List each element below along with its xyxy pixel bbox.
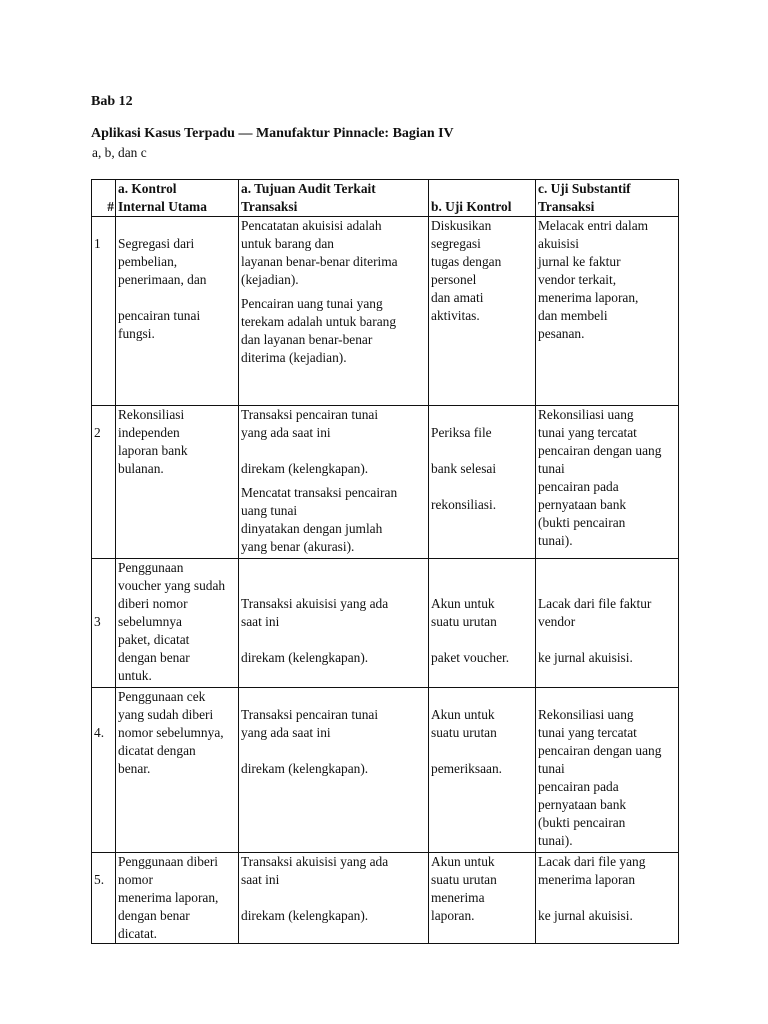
cell-text: dengan benar [118, 650, 190, 665]
cell-text: pernyataan bank [538, 797, 627, 812]
objective-cell [239, 853, 429, 944]
cell-text: pencairan dengan uang [538, 443, 662, 458]
cell-text: suatu urutan [431, 872, 497, 887]
cell-text: diberi nomor [118, 596, 188, 611]
cell-text: Akun untuk [431, 707, 495, 722]
chapter-heading: Bab 12 [91, 94, 133, 109]
cell-text: yang ada saat ini [241, 725, 331, 740]
cell-text: dan membeli [538, 308, 608, 323]
objective-cell [239, 559, 429, 688]
cell-text: segregasi [431, 236, 481, 251]
row-number: 1 [94, 236, 101, 251]
cell-text: menerima laporan [538, 872, 636, 887]
cell-text: pencairan tunai [118, 308, 201, 323]
control-cell [116, 217, 239, 406]
cell-text: pencairan dengan uang [538, 743, 662, 758]
control-cell [116, 853, 239, 944]
cell-text: (bukti pencairan [538, 515, 626, 530]
cell-text: dicatat. [118, 926, 158, 941]
table-row [92, 559, 679, 688]
table-header-row [92, 180, 679, 217]
cell-text: suatu urutan [431, 614, 497, 629]
cell-text: Penggunaan diberi [118, 854, 219, 869]
substantive-cell [536, 559, 679, 688]
cell-text: laporan. [431, 908, 475, 923]
objective-cell [239, 217, 429, 406]
cell-text: Pencatatan akuisisi adalah [241, 218, 382, 233]
cell-text: (bukti pencairan [538, 815, 626, 830]
header-number: # [92, 180, 116, 217]
cell-text: Transaksi akuisisi yang ada [241, 854, 389, 869]
cell-text: pernyataan bank [538, 497, 627, 512]
header-text: a. Tujuan Audit Terkait [241, 181, 376, 196]
table-row [92, 853, 679, 944]
cell-text: Rekonsiliasi uang [538, 407, 634, 422]
cell-text: penerimaan, dan [118, 272, 207, 287]
cell-text: paket, dicatat [118, 632, 190, 647]
cell-text: direkam (kelengkapan). [241, 761, 369, 776]
document-title: Aplikasi Kasus Terpadu — Manufaktur Pinnacle: Bagian IV [91, 126, 454, 141]
row-number-cell [92, 853, 116, 944]
control-cell [116, 406, 239, 559]
cell-text: Transaksi pencairan tunai [241, 407, 379, 422]
header-text: Transaksi [241, 199, 298, 214]
cell-text: vendor terkait, [538, 272, 617, 287]
test-cell [429, 217, 536, 406]
cell-text: tunai). [538, 533, 573, 548]
row-number: 4. [94, 725, 105, 740]
cell-text: saat ini [241, 872, 280, 887]
objective-cell [239, 406, 429, 559]
header-text: c. Uji Substantif [538, 181, 631, 196]
cell-text: yang benar (akurasi). [241, 539, 355, 554]
cell-text: yang sudah diberi [118, 707, 214, 722]
cell-text: akuisisi [538, 236, 579, 251]
test-cell [429, 559, 536, 688]
control-cell [116, 559, 239, 688]
cell-text: dinyatakan dengan jumlah [241, 521, 383, 536]
cell-text: Pencairan uang tunai yang [241, 296, 383, 311]
cell-text: untuk barang dan [241, 236, 334, 251]
substantive-cell [536, 688, 679, 853]
cell-text: pemeriksaan. [431, 761, 503, 776]
cell-text: Segregasi dari [118, 236, 195, 251]
cell-text: bulanan. [118, 461, 164, 476]
cell-text: saat ini [241, 614, 280, 629]
substantive-cell [536, 406, 679, 559]
row-number-cell [92, 688, 116, 853]
cell-text: Diskusikan [431, 218, 492, 233]
cell-text: ke jurnal akuisisi. [538, 908, 633, 923]
cell-text: dengan benar [118, 908, 190, 923]
row-number-cell [92, 217, 116, 406]
cell-text: tunai yang tercatat [538, 725, 637, 740]
row-number: 3 [94, 614, 101, 629]
cell-text: Akun untuk [431, 596, 495, 611]
test-cell [429, 406, 536, 559]
row-number: 5. [94, 872, 105, 887]
header-text: a. Kontrol [118, 181, 177, 196]
cell-text: Melacak entri dalam [538, 218, 649, 233]
cell-text: jurnal ke faktur [538, 254, 621, 269]
row-number-cell [92, 406, 116, 559]
cell-text: Penggunaan cek [118, 689, 206, 704]
cell-text: pencairan pada [538, 779, 619, 794]
cell-text: tugas dengan [431, 254, 502, 269]
cell-text: uang tunai [241, 503, 298, 518]
cell-text: aktivitas. [431, 308, 480, 323]
document-subtitle: a, b, dan c [92, 145, 147, 160]
header-substantive-test [536, 180, 679, 217]
cell-text: pesanan. [538, 326, 585, 341]
table-row [92, 217, 679, 406]
cell-text: menerima laporan, [538, 290, 639, 305]
cell-text: tunai [538, 461, 565, 476]
cell-text: Penggunaan [118, 560, 184, 575]
row-number-cell [92, 559, 116, 688]
cell-text: Rekonsiliasi [118, 407, 185, 422]
cell-text: dan amati [431, 290, 484, 305]
cell-text: menerima laporan, [118, 890, 219, 905]
cell-text: ke jurnal akuisisi. [538, 650, 633, 665]
cell-text: Periksa file [431, 425, 492, 440]
header-text: b. Uji Kontrol [431, 199, 512, 214]
table-row [92, 688, 679, 853]
cell-text: (kejadian). [241, 272, 299, 287]
cell-text: voucher yang sudah [118, 578, 226, 593]
cell-text: nomor [118, 872, 153, 887]
cell-text: tunai yang tercatat [538, 425, 637, 440]
cell-text: untuk. [118, 668, 152, 683]
cell-text: rekonsiliasi. [431, 497, 497, 512]
table-row [92, 406, 679, 559]
cell-text: menerima [431, 890, 485, 905]
header-control [116, 180, 239, 217]
audit-table [91, 179, 679, 944]
header-text: Transaksi [538, 199, 595, 214]
cell-text: personel [431, 272, 477, 287]
control-cell [116, 688, 239, 853]
cell-text: dicatat dengan [118, 743, 196, 758]
cell-text: bank selesai [431, 461, 497, 476]
cell-text: diterima (kejadian). [241, 350, 347, 365]
cell-text: Transaksi pencairan tunai [241, 707, 379, 722]
substantive-cell [536, 853, 679, 944]
cell-text: layanan benar-benar diterima [241, 254, 398, 269]
cell-text: sebelumnya [118, 614, 182, 629]
cell-text: direkam (kelengkapan). [241, 461, 369, 476]
cell-text: tunai). [538, 833, 573, 848]
test-cell [429, 688, 536, 853]
cell-text: pembelian, [118, 254, 178, 269]
header-test-of-controls [429, 180, 536, 217]
cell-text: Transaksi akuisisi yang ada [241, 596, 389, 611]
cell-text: fungsi. [118, 326, 155, 341]
cell-text: paket voucher. [431, 650, 510, 665]
cell-text: direkam (kelengkapan). [241, 908, 369, 923]
cell-text: tunai [538, 761, 565, 776]
cell-text: Mencatat transaksi pencairan [241, 485, 398, 500]
cell-text: direkam (kelengkapan). [241, 650, 369, 665]
test-cell [429, 853, 536, 944]
cell-text: suatu urutan [431, 725, 497, 740]
header-objective [239, 180, 429, 217]
cell-text: yang ada saat ini [241, 425, 331, 440]
cell-text: Lacak dari file faktur [538, 596, 652, 611]
objective-cell [239, 688, 429, 853]
cell-text: laporan bank [118, 443, 188, 458]
cell-text: Lacak dari file yang [538, 854, 646, 869]
cell-text: Rekonsiliasi uang [538, 707, 634, 722]
cell-text: nomor sebelumnya, [118, 725, 224, 740]
cell-text: independen [118, 425, 180, 440]
cell-text: pencairan pada [538, 479, 619, 494]
cell-text: Akun untuk [431, 854, 495, 869]
substantive-cell [536, 217, 679, 406]
cell-text: vendor [538, 614, 576, 629]
cell-text: benar. [118, 761, 151, 776]
cell-text: dan layanan benar-benar [241, 332, 373, 347]
cell-text: terekam adalah untuk barang [241, 314, 397, 329]
header-text: Internal Utama [118, 199, 207, 214]
row-number: 2 [94, 425, 101, 440]
